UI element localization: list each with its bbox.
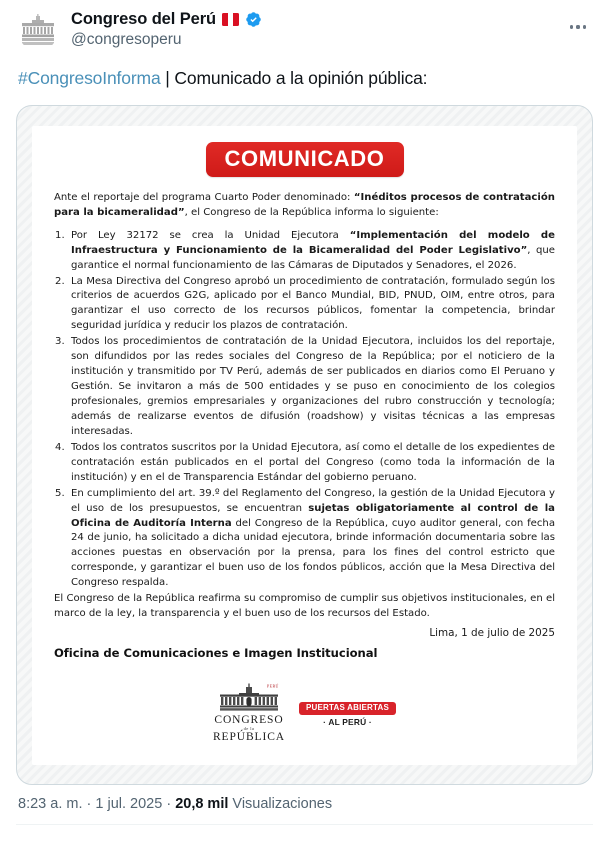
document-body	[54, 191, 555, 663]
puertas-badge-top: PUERTAS ABIERTAS	[299, 702, 396, 715]
comunicado-banner-wrap	[54, 142, 555, 177]
intro-text-1: Ante el reportaje del programa Cuarto Poder denominado:	[54, 191, 354, 203]
metadata-dot-2: ·	[162, 795, 176, 812]
metadata-dot-1: ·	[82, 795, 96, 812]
svg-text:PERÚ: PERÚ	[266, 683, 279, 689]
document-item-list	[54, 229, 555, 592]
document-closing: El Congreso de la República reafirma su compromiso de cumplir sus objetivos institucionales, en el marco de la ley, la transparencia y el buen uso de los recursos del Estado.	[54, 593, 555, 620]
verified-badge-icon	[245, 11, 262, 28]
hashtag-link[interactable]: #CongresoInforma	[18, 68, 161, 88]
congreso-building-icon	[219, 683, 279, 713]
list-item	[54, 487, 555, 592]
display-name-row	[71, 10, 262, 29]
congreso-logo	[213, 683, 285, 744]
congreso-logo-line3: REPÚBLICA	[212, 730, 285, 743]
item-text-1: Por Ley 32172 se crea la Unidad Ejecutora	[71, 229, 350, 241]
views-label: Visualizaciones	[228, 795, 333, 812]
item-text-2: del Congreso de la República, cuyo auditor general, con fecha 24 de junio, ha solicitado a dicha unidad ejecutora, brinde información documentaria sobre las acciones puestas en observación por la prensa, para los fines del control estricto que corresponde, y garantizar el buen uso de los fondos públicos, acción que la Mesa Directiva del Congreso respalda.	[71, 517, 556, 589]
tweet-text-separator: |	[160, 68, 175, 88]
list-item	[54, 229, 555, 274]
list-item	[54, 441, 555, 486]
peru-flag-icon	[222, 13, 239, 26]
comunicado-document	[32, 126, 577, 765]
list-item	[54, 275, 555, 335]
document-place-date: Lima, 1 de julio de 2025	[429, 627, 555, 640]
more-options-icon	[570, 25, 586, 28]
congreso-logo-line1: CONGRESO	[214, 713, 284, 726]
views-count: 20,8 mil	[175, 795, 229, 812]
intro-text-bold: “Inéditos procesos de contratación para la bicameralidad”	[54, 191, 555, 218]
item-text-bold: sujetas obligatoriamente al control de la Oficina de Auditoría Interna	[71, 502, 555, 529]
congreso-logo-line2: de la	[243, 725, 255, 731]
comunicado-banner: COMUNICADO	[206, 142, 404, 177]
avatar[interactable]	[18, 11, 58, 51]
intro-text-2: , el Congreso de la República informa lo siguiente:	[184, 206, 439, 218]
tweet-time: 8:23 a. m.	[18, 795, 83, 812]
document-intro	[54, 191, 555, 221]
item-text-bold: “Implementación del modelo de Infraestructura y Funcionamiento de la Bicameralidad del Poder Legislativo”	[71, 229, 555, 256]
footer-divider	[16, 824, 593, 825]
tweet-text-body: Comunicado a la opinión pública:	[174, 68, 428, 88]
item-text-1: En cumplimiento del art. 39.º del Reglamento del Congreso, la gestión de la Unidad Ejecutora y el uso de los presupuestos, se encuentran	[71, 487, 555, 514]
tweet-media-card[interactable]	[16, 105, 593, 785]
display-name[interactable]: Congreso del Perú	[71, 10, 216, 28]
tweet-text	[0, 56, 609, 91]
more-options-button[interactable]	[561, 10, 595, 44]
puertas-badge-bottom: · AL PERÚ ·	[323, 716, 372, 727]
account-name-block	[71, 9, 262, 50]
document-office: Oficina de Comunicaciones e Imagen Institucional	[54, 646, 378, 661]
item-text-1: Todos los procedimientos de contratación de la Unidad Ejecutora, incluidos los del reportaje, son difundidos por las redes sociales del Congreso de la República; por el noticiero de la institución y transmitido por TV Perú, además de ser publicados en diarios como El Peruano y Gestión. Se invitaron a más de 500 entidades y se puso en conocimiento de los colegios profesionales, gremios empresariales y organizaciones del rubro construcción y tecnología; además de realizarse eventos de difusión (roadshow) y visitas técnicas a las empresas interesadas.	[71, 336, 555, 437]
tweet-date: 1 jul. 2025	[95, 795, 163, 812]
account-handle[interactable]: @congresoperu	[71, 30, 182, 48]
tweet-header	[0, 0, 609, 56]
item-text-1: Todos los contratos suscritos por la Unidad Ejecutora, así como el detalle de los expedientes de contratación están publicados en el portal del Congreso (como toda la información de la institución) y en el de Transparencia Estándar del gobierno peruano.	[71, 441, 555, 483]
list-item	[54, 335, 555, 440]
congreso-building-avatar-icon	[20, 14, 56, 48]
item-text-2: , que garantice el normal funcionamiento de las Cámaras de Diputados y Senadores, el 2026.	[71, 244, 555, 271]
puertas-abiertas-badge	[299, 702, 396, 726]
document-footer-logos	[54, 683, 555, 744]
tweet-metadata	[0, 785, 609, 812]
item-text-1: La Mesa Directiva del Congreso aprobó un procedimiento de contratación, formulado según los criterios de acuerdos G2G, aplicado por el Banco Mundial, BID, PNUD, OIM, entre otros, para garantizar el uso correcto de los recursos públicos, fomentar la competencia, brindar seguridad jurídica y reducir los plazos de contratación.	[71, 275, 555, 332]
